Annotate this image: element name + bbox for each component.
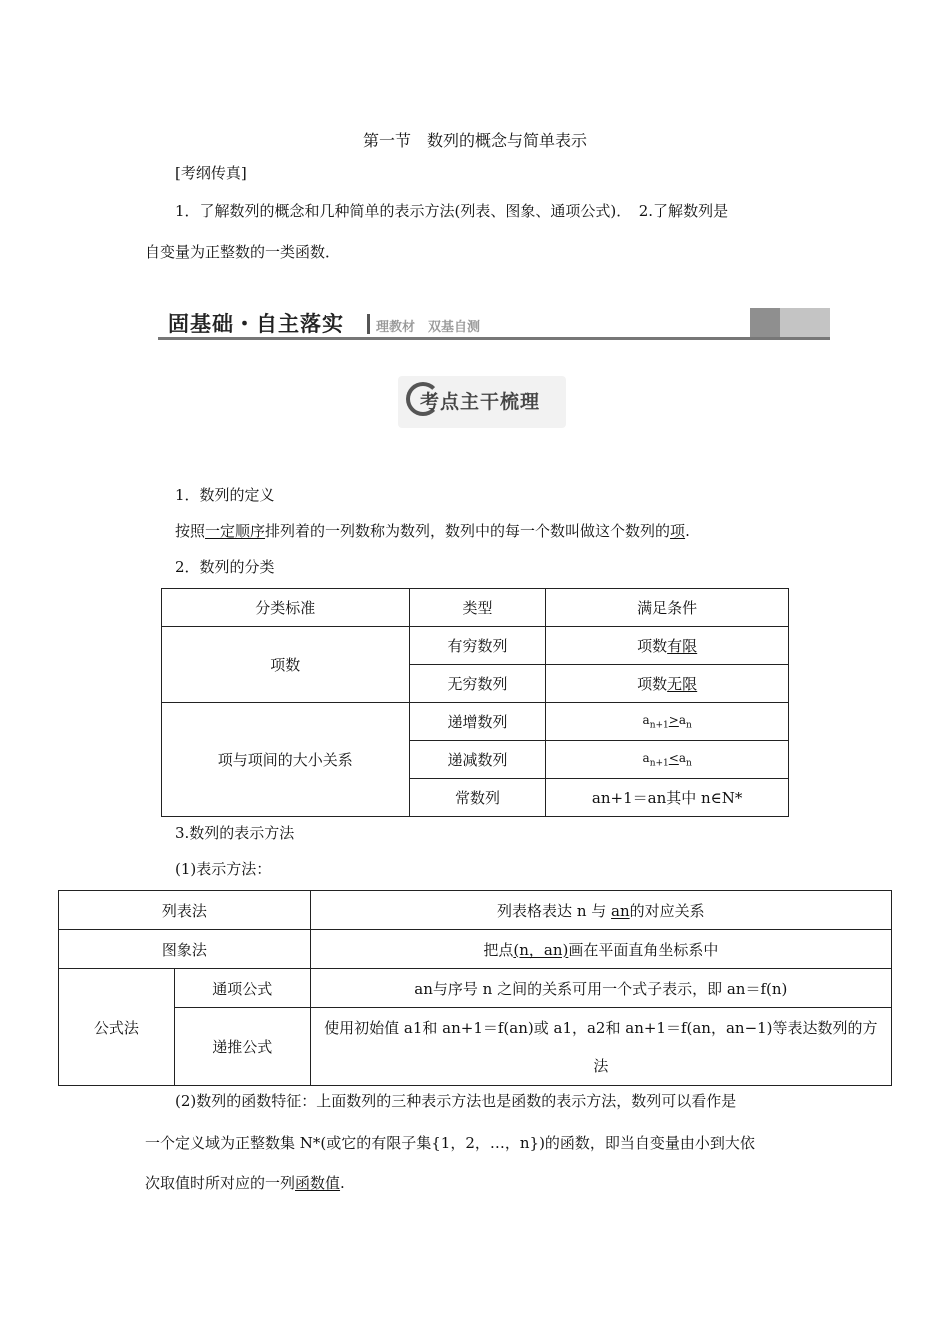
method-list-desc: 列表格表达 n 与 an的对应关系: [310, 891, 891, 930]
banner-subtitle: 理教材 双基自测: [376, 320, 481, 335]
def-text-1: 按照: [175, 522, 206, 540]
banner-dark-block: [750, 308, 780, 337]
para3-blank: 函数值: [295, 1174, 341, 1192]
def-text-2: 排列着的一列数称为数列，数列中的每一个数叫做这个数列的: [265, 522, 671, 540]
type-increasing: 递增数列: [409, 703, 546, 741]
outline-line-2: 自变量为正整数的一类函数．: [145, 243, 341, 261]
header-condition: 满足条件: [546, 589, 789, 627]
type-decreasing: 递减数列: [409, 741, 546, 779]
s1-heading: 1．数列的定义: [175, 486, 275, 504]
banner-rule: [158, 337, 830, 340]
s3-sub1: (1)表示方法：: [175, 860, 272, 878]
type-finite: 有穷数列: [409, 627, 546, 665]
s2-heading: 2．数列的分类: [175, 558, 275, 576]
cond-increasing: $a_{n+1}>a_n$: [546, 703, 789, 741]
classification-table: [161, 588, 789, 817]
emblem-text: 考点主干梳理: [420, 391, 541, 413]
header-type: 类型: [409, 589, 546, 627]
outline-line-1: 1．了解数列的概念和几种简单的表示方法(列表、图象、通项公式)． 2.了解数列是: [175, 202, 729, 220]
def-text-3: .: [685, 522, 690, 540]
representation-table: [58, 890, 892, 1086]
method-list: 列表法: [59, 891, 311, 930]
method-general-term: 通项公式: [174, 969, 310, 1008]
cond-finite: 项数有限: [546, 627, 789, 665]
banner-title: 固基础・自主落实: [168, 312, 344, 336]
s1-definition: [175, 520, 690, 541]
para3-text: 次取值时所对应的一列: [145, 1174, 296, 1192]
banner-light-block: [780, 308, 830, 337]
outline-label: [考纲传真]: [175, 164, 247, 182]
cond-infinite: 项数无限: [546, 665, 789, 703]
group-term-count: 项数: [162, 627, 410, 703]
banner-divider: [367, 314, 370, 334]
def-blank-2: 项: [670, 522, 686, 540]
method-recursive: 递推公式: [174, 1008, 310, 1086]
type-constant: 常数列: [409, 779, 546, 817]
method-graph-desc: 把点(n，an)画在平面直角坐标系中: [310, 930, 891, 969]
header-criterion: 分类标准: [162, 589, 410, 627]
cond-constant: an+1＝an其中 n∈N*: [546, 779, 789, 817]
def-blank-1: 一定顺序: [205, 522, 266, 540]
method-general-term-desc: an与序号 n 之间的关系可用一个式子表示，即 an＝f(n): [310, 969, 891, 1008]
key-points-emblem: [398, 376, 566, 428]
function-para-line-2: 一个定义域为正整数集 N*(或它的有限子集{1，2，…，n})的函数，即当自变量由小到大依: [145, 1134, 755, 1152]
method-graph: 图象法: [59, 930, 311, 969]
method-formula: 公式法: [59, 969, 175, 1086]
page-title: 第一节 数列的概念与简单表示: [362, 131, 587, 150]
group-magnitude: 项与项间的大小关系: [162, 703, 410, 817]
type-infinite: 无穷数列: [409, 665, 546, 703]
section-banner: [158, 308, 830, 340]
cond-decreasing: $a_{n+1}<a_n$: [546, 741, 789, 779]
method-recursive-desc: 使用初始值 a1和 an+1＝f(an)或 a1，a2和 an+1＝f(an，an−1)等表达数列的方 法: [310, 1008, 891, 1086]
s3-heading: 3.数列的表示方法: [175, 824, 295, 842]
function-para-line-3: 次取值时所对应的一列函数值.: [145, 1174, 345, 1192]
function-para-line-1: (2)数列的函数特征：上面数列的三种表示方法也是函数的表示方法，数列可以看作是: [175, 1092, 737, 1110]
